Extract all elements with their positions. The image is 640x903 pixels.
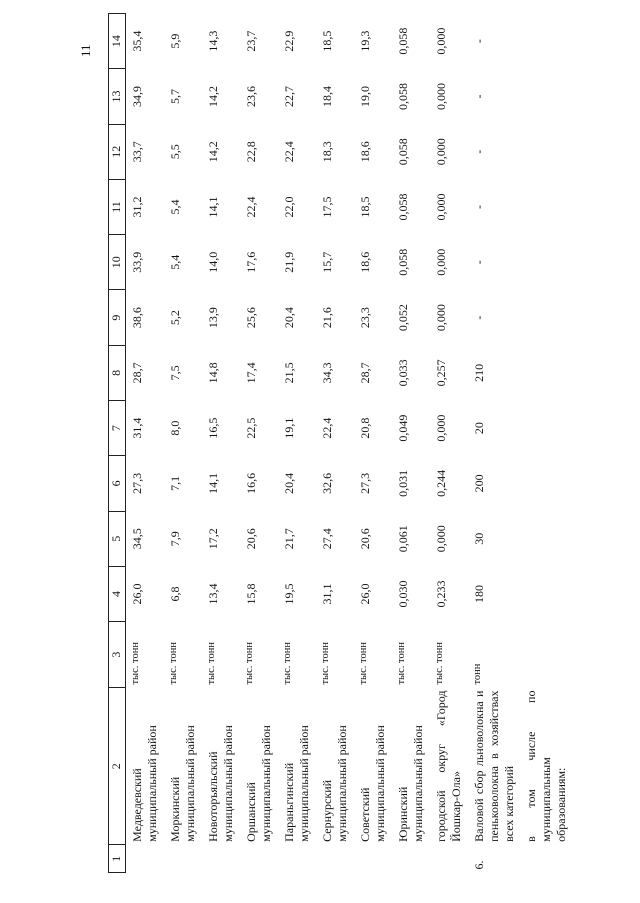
table-row bbox=[164, 14, 202, 873]
row-index bbox=[430, 845, 468, 873]
row-index bbox=[164, 845, 202, 873]
value-cell: 14,8 bbox=[205, 362, 220, 384]
unit-cell: тыс. тонн bbox=[167, 642, 179, 685]
table-row bbox=[354, 14, 392, 873]
column-number-7: 7 bbox=[109, 401, 126, 456]
value-cell: 23,7 bbox=[243, 30, 258, 52]
value-cell: 14,0 bbox=[205, 251, 220, 273]
value-cell: 0,058 bbox=[395, 82, 410, 110]
row-name-line: всех категорий bbox=[501, 765, 516, 842]
row-index bbox=[202, 845, 240, 873]
column-number-12: 12 bbox=[109, 124, 126, 179]
value-cell: 34,3 bbox=[319, 362, 334, 384]
value-cell bbox=[520, 14, 569, 69]
value-cell: 19,1 bbox=[281, 417, 296, 439]
value-cell: 0,058 bbox=[395, 248, 410, 276]
value-cell bbox=[520, 456, 569, 511]
value-cell: 5,4 bbox=[167, 254, 182, 270]
value-cell: 0,257 bbox=[433, 359, 448, 387]
value-cell: 6,8 bbox=[167, 586, 182, 602]
table-row bbox=[278, 14, 316, 873]
value-cell bbox=[520, 566, 569, 621]
value-cell: 0,000 bbox=[433, 27, 448, 55]
value-cell: 22,5 bbox=[243, 417, 258, 439]
row-name-line: пеньковолокна в хозяйствах bbox=[486, 690, 501, 842]
column-number-4: 4 bbox=[109, 566, 126, 621]
row-name-line: Сернурский bbox=[319, 779, 334, 842]
value-cell: 0,233 bbox=[433, 580, 448, 608]
value-cell: 14,2 bbox=[205, 141, 220, 163]
unit-cell: тыс. тонн bbox=[281, 642, 293, 685]
column-number-14: 14 bbox=[109, 14, 126, 69]
value-cell: 27,4 bbox=[319, 528, 334, 550]
value-cell: 0,000 bbox=[433, 248, 448, 276]
value-cell bbox=[520, 69, 569, 124]
value-cell: 0,000 bbox=[433, 138, 448, 166]
value-cell: 23,3 bbox=[357, 307, 372, 329]
row-name bbox=[316, 688, 354, 845]
row-name-line: Моркинский bbox=[167, 776, 182, 842]
value-cell: 14,2 bbox=[205, 85, 220, 107]
value-cell: 7,5 bbox=[167, 365, 182, 381]
value-cell: 13,4 bbox=[205, 583, 220, 605]
unit-cell: тыс. тонн bbox=[130, 642, 141, 685]
row-name-line: Новоторъяльский bbox=[205, 751, 220, 842]
value-cell: 0,058 bbox=[395, 193, 410, 221]
value-cell: 20,6 bbox=[243, 528, 258, 550]
value-cell: 34,9 bbox=[130, 85, 144, 107]
value-cell bbox=[520, 345, 569, 400]
value-cell: 17,6 bbox=[243, 251, 258, 273]
row-name bbox=[354, 688, 392, 845]
row-index bbox=[240, 845, 278, 873]
value-cell bbox=[520, 511, 569, 566]
table-row bbox=[468, 14, 520, 873]
value-cell: 210 bbox=[471, 363, 486, 382]
row-index bbox=[278, 845, 316, 873]
value-cell: 22,4 bbox=[243, 196, 258, 218]
row-name bbox=[240, 688, 278, 845]
row-name-line: муниципальный район bbox=[372, 725, 387, 842]
value-cell: 16,6 bbox=[243, 472, 258, 494]
value-cell: 34,5 bbox=[130, 528, 144, 550]
row-name bbox=[202, 688, 240, 845]
table-row bbox=[202, 14, 240, 873]
value-cell: 8,0 bbox=[167, 420, 182, 436]
value-cell: 20,4 bbox=[281, 307, 296, 329]
row-index: 6. bbox=[471, 860, 486, 870]
value-cell: 0,031 bbox=[395, 469, 410, 497]
row-index bbox=[354, 845, 392, 873]
table-body bbox=[126, 14, 569, 873]
row-name-line: Параньгинский bbox=[281, 762, 296, 842]
table-header-row bbox=[109, 14, 126, 873]
value-cell: 19,0 bbox=[357, 85, 372, 107]
value-cell: 31,1 bbox=[319, 583, 334, 605]
row-name-line: муниципальный район bbox=[410, 725, 425, 842]
column-number-1: 1 bbox=[109, 845, 126, 873]
value-cell: 21,5 bbox=[281, 362, 296, 384]
value-cell: 18,6 bbox=[357, 141, 372, 163]
row-index bbox=[392, 845, 430, 873]
row-name-line: в том числе по муниципальным bbox=[523, 690, 553, 842]
value-cell: 21,6 bbox=[319, 307, 334, 329]
column-number-9: 9 bbox=[109, 290, 126, 345]
value-cell: 22,7 bbox=[281, 85, 296, 107]
unit-cell: тыс. тонн bbox=[395, 642, 407, 685]
value-cell: 0,000 bbox=[433, 193, 448, 221]
value-cell: 18,6 bbox=[357, 251, 372, 273]
column-number-8: 8 bbox=[109, 345, 126, 400]
row-name bbox=[392, 688, 430, 845]
value-cell: 14,3 bbox=[205, 30, 220, 52]
value-cell: 31,4 bbox=[130, 417, 144, 439]
value-cell: 19,3 bbox=[357, 30, 372, 52]
table-row bbox=[316, 14, 354, 873]
value-cell: 0,000 bbox=[433, 304, 448, 332]
unit-cell: тыс. тонн bbox=[205, 642, 217, 685]
value-cell bbox=[520, 401, 569, 456]
value-cell: 0,000 bbox=[433, 525, 448, 553]
column-number-3: 3 bbox=[109, 622, 126, 688]
value-cell: 14,1 bbox=[205, 472, 220, 494]
row-name bbox=[520, 688, 569, 845]
value-cell: - bbox=[471, 94, 486, 99]
value-cell: 14,1 bbox=[205, 196, 220, 218]
row-index bbox=[316, 845, 354, 873]
value-cell: - bbox=[471, 315, 486, 320]
row-name-line: муниципальный район bbox=[182, 725, 197, 842]
row-name-line: муниципальный район bbox=[220, 725, 235, 842]
unit-cell: тыс. тонн bbox=[357, 642, 369, 685]
row-name-line: Медведевский bbox=[130, 768, 144, 842]
value-cell: 17,2 bbox=[205, 528, 220, 550]
row-name-line: Йошкар-Ола» bbox=[448, 771, 463, 842]
row-name-line: Юринский bbox=[395, 786, 410, 842]
value-cell bbox=[520, 124, 569, 179]
row-name bbox=[278, 688, 316, 845]
value-cell: 22,0 bbox=[281, 196, 296, 218]
row-name-line: Валовой сбор льноволокна и bbox=[471, 690, 486, 842]
row-name-line: муниципальный район bbox=[334, 725, 349, 842]
row-name-line: муниципальный район bbox=[258, 725, 273, 842]
value-cell: 200 bbox=[471, 474, 486, 493]
value-cell: 20,6 bbox=[357, 528, 372, 550]
unit-cell: тыс. тонн bbox=[243, 642, 255, 685]
row-name-line: муниципальный район bbox=[296, 725, 311, 842]
row-name-line: городской округ «Город bbox=[433, 690, 448, 842]
table-row bbox=[392, 14, 430, 873]
value-cell: 27,3 bbox=[357, 472, 372, 494]
value-cell: 20,8 bbox=[357, 417, 372, 439]
value-cell: 0,049 bbox=[395, 414, 410, 442]
value-cell: 28,7 bbox=[357, 362, 372, 384]
value-cell: - bbox=[471, 260, 486, 265]
table-row bbox=[126, 14, 164, 873]
value-cell: 25,6 bbox=[243, 307, 258, 329]
value-cell: 26,0 bbox=[130, 583, 144, 605]
row-name-line: муниципальный район bbox=[145, 725, 159, 842]
unit-cell: тонн bbox=[471, 663, 483, 685]
table-row bbox=[520, 14, 569, 873]
value-cell: 0,052 bbox=[395, 304, 410, 332]
value-cell: 22,4 bbox=[281, 141, 296, 163]
value-cell: 28,7 bbox=[130, 362, 144, 384]
value-cell: 0,244 bbox=[433, 469, 448, 497]
page-number: 11 bbox=[78, 44, 93, 57]
value-cell: 7,9 bbox=[167, 531, 182, 547]
unit-cell: тыс. тонн bbox=[319, 642, 331, 685]
value-cell: 180 bbox=[471, 584, 486, 603]
row-index bbox=[126, 845, 164, 873]
value-cell bbox=[520, 179, 569, 234]
value-cell: 32,6 bbox=[319, 472, 334, 494]
value-cell: 21,7 bbox=[281, 528, 296, 550]
value-cell: 5,2 bbox=[167, 310, 182, 326]
value-cell: 33,7 bbox=[130, 141, 144, 163]
value-cell: 22,4 bbox=[319, 417, 334, 439]
value-cell: 5,4 bbox=[167, 199, 182, 215]
value-cell: 15,7 bbox=[319, 251, 334, 273]
value-cell: 5,7 bbox=[167, 88, 182, 104]
value-cell: 0,030 bbox=[395, 580, 410, 608]
column-number-5: 5 bbox=[109, 511, 126, 566]
value-cell: 0,058 bbox=[395, 138, 410, 166]
value-cell: 17,5 bbox=[319, 196, 334, 218]
value-cell: 0,061 bbox=[395, 525, 410, 553]
value-cell: 0,000 bbox=[433, 82, 448, 110]
value-cell: 20 bbox=[471, 422, 486, 435]
value-cell bbox=[520, 235, 569, 290]
value-cell: 5,5 bbox=[167, 144, 182, 160]
value-cell: 16,5 bbox=[205, 417, 220, 439]
value-cell: 27,3 bbox=[130, 472, 144, 494]
row-name-line: Оршанский bbox=[243, 782, 258, 842]
value-cell: 22,8 bbox=[243, 141, 258, 163]
value-cell: - bbox=[471, 205, 486, 210]
value-cell: 13,9 bbox=[205, 307, 220, 329]
value-cell: 21,9 bbox=[281, 251, 296, 273]
row-name-line: Советский bbox=[357, 787, 372, 842]
column-number-10: 10 bbox=[109, 235, 126, 290]
value-cell: 35,4 bbox=[130, 30, 144, 52]
value-cell: 0,033 bbox=[395, 359, 410, 387]
column-number-11: 11 bbox=[109, 179, 126, 234]
data-table bbox=[108, 13, 569, 873]
table-row bbox=[430, 14, 468, 873]
value-cell: 0,000 bbox=[433, 414, 448, 442]
value-cell: 30 bbox=[471, 532, 486, 545]
row-name bbox=[430, 688, 468, 845]
value-cell: 18,4 bbox=[319, 85, 334, 107]
value-cell: 26,0 bbox=[357, 583, 372, 605]
value-cell: 31,2 bbox=[130, 196, 144, 218]
value-cell: 33,9 bbox=[130, 251, 144, 273]
value-cell: 7,1 bbox=[167, 475, 182, 491]
value-cell: 18,5 bbox=[357, 196, 372, 218]
table-row bbox=[240, 14, 278, 873]
value-cell: 0,058 bbox=[395, 27, 410, 55]
value-cell: - bbox=[471, 149, 486, 154]
value-cell: 15,8 bbox=[243, 583, 258, 605]
value-cell: 18,3 bbox=[319, 141, 334, 163]
value-cell: 22,9 bbox=[281, 30, 296, 52]
value-cell: 23,6 bbox=[243, 85, 258, 107]
column-number-6: 6 bbox=[109, 456, 126, 511]
row-name-line: образованиям: bbox=[553, 767, 568, 842]
row-name bbox=[126, 688, 164, 845]
unit-cell bbox=[520, 622, 569, 688]
value-cell bbox=[520, 290, 569, 345]
row-name bbox=[468, 688, 520, 845]
column-number-13: 13 bbox=[109, 69, 126, 124]
value-cell: 5,9 bbox=[167, 33, 182, 49]
value-cell: - bbox=[471, 39, 486, 44]
value-cell: 19,5 bbox=[281, 583, 296, 605]
value-cell: 18,5 bbox=[319, 30, 334, 52]
value-cell: 20,4 bbox=[281, 472, 296, 494]
unit-cell: тыс. тонн bbox=[433, 642, 445, 685]
row-name bbox=[164, 688, 202, 845]
value-cell: 38,6 bbox=[130, 307, 144, 329]
row-index bbox=[520, 845, 569, 873]
column-number-2: 2 bbox=[109, 688, 126, 845]
value-cell: 17,4 bbox=[243, 362, 258, 384]
